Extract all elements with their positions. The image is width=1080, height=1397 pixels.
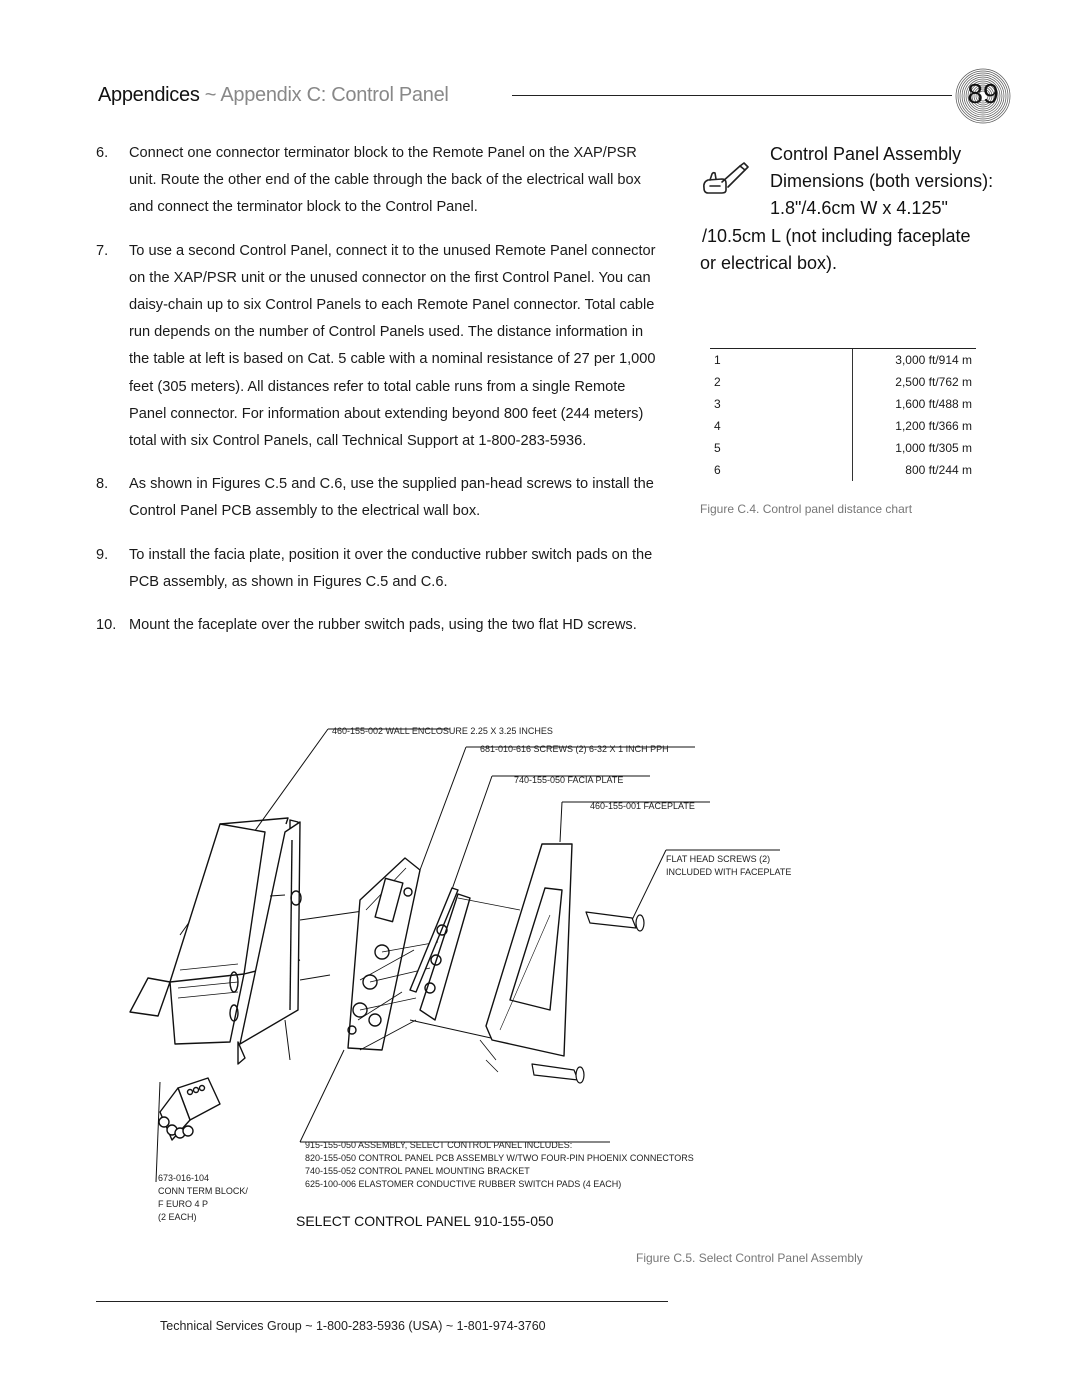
list-item <box>96 471 666 525</box>
step-number: 8. <box>96 476 109 493</box>
figure-title: SELECT CONTROL PANEL 910-155-050 <box>296 1213 554 1229</box>
label-terminal-block-type: F EURO 4 P <box>158 1199 209 1209</box>
header-rule <box>512 95 952 96</box>
terminal-block-connector <box>159 1078 220 1140</box>
page-title: Appendix C: Control Panel <box>220 84 449 106</box>
table-row <box>710 459 976 481</box>
step-text: As shown in Figures C.5 and C.6, use the supplied pan-head screws to install the Control Panel PCB assembly to the electrical wall box. <box>129 476 654 520</box>
list-item <box>96 612 666 639</box>
step-text: To use a second Control Panel, connect it to the unused Remote Panel connector on the XAP/PSR unit or the unused connector on the first Control Panel. You can daisy-chain up to six Control Panels to each Remote Panel connector. Total cable run depends on the number of Control Panels used. The distance information in the table at left is based on Cat. 5 cable with a nominal resistance of 27 per 1,000 feet (305 meters). All distances refer to total cable runs from a single Remote Panel connector. For information about extending beyond 800 feet (244 meters) total with six Control Panels, call Technical Support at 1-800-283-5936. <box>129 242 656 450</box>
list-item <box>96 542 666 596</box>
note-line: 1.8"/4.6cm W x 4.125" <box>770 198 948 218</box>
panel-count-cell: 1 <box>710 349 853 371</box>
label-terminal-block: 673-016-104 <box>158 1173 210 1183</box>
panel-count-cell: 2 <box>710 371 853 393</box>
footer-rule <box>96 1301 668 1302</box>
distance-cell: 800 ft/244 m <box>905 463 972 477</box>
label-facia-plate: 740-155-050 FACIA PLATE <box>514 775 624 785</box>
note-line: or electrical box). <box>700 253 838 273</box>
table-caption: Figure C.4. Control panel distance chart <box>700 502 913 516</box>
label-assembly: 915-155-050 ASSEMBLY, SELECT CONTROL PANEL INCLUDES: <box>305 1140 573 1150</box>
list-item <box>96 140 666 222</box>
panel-count-cell: 3 <box>710 393 853 415</box>
label-screws: 681-010-616 SCREWS (2) 6-32 X 1 INCH PPH <box>480 744 669 754</box>
step-text: Mount the faceplate over the rubber switch pads, using the two flat HD screws. <box>129 617 637 634</box>
note-line: Dimensions (both versions): <box>770 171 994 191</box>
table-row <box>710 437 976 459</box>
table-row <box>710 393 976 415</box>
step-text: Connect one connector terminator block to the Remote Panel on the XAP/PSR unit. Route the other end of the cable through the back of the electrical wall box and connect the terminator block to the Control Panel. <box>129 145 641 216</box>
table-row <box>710 371 976 393</box>
table-row <box>710 415 976 437</box>
step-text: To install the facia plate, position it over the conductive rubber switch pads on the PCB assembly, as shown in Figures C.5 and C.6. <box>129 546 653 590</box>
label-mounting-bracket: 740-155-052 CONTROL PANEL MOUNTING BRACKET <box>305 1166 530 1176</box>
header-separator: ~ <box>204 84 217 106</box>
label-terminal-block-desc: CONN TERM BLOCK/ <box>158 1186 248 1196</box>
footer-contact: Technical Services Group ~ 1-800-283-5936 (USA) ~ 1-801-974-3760 <box>160 1319 546 1333</box>
step-number: 6. <box>96 145 109 161</box>
section-name: Appendices <box>98 84 200 106</box>
figure-caption: Figure C.5. Select Control Panel Assembly <box>636 1251 863 1265</box>
distance-cell: 1,000 ft/305 m <box>895 441 972 455</box>
step-number: 9. <box>96 546 109 563</box>
label-wall-enclosure: 460-155-002 WALL ENCLOSURE 2.25 X 3.25 INCHES <box>332 726 553 736</box>
table-row <box>710 349 976 371</box>
note-pencil-icon <box>700 162 750 196</box>
label-terminal-block-qty: (2 EACH) <box>158 1212 197 1222</box>
page-header <box>98 84 449 107</box>
distance-cell: 2,500 ft/762 m <box>895 375 972 389</box>
label-pcb-assembly: 820-155-050 CONTROL PANEL PCB ASSEMBLY W/TWO FOUR-PIN PHOENIX CONNECTORS <box>305 1153 694 1163</box>
label-flat-head-screws-note: INCLUDED WITH FACEPLATE <box>666 867 792 877</box>
faceplate <box>480 844 572 1072</box>
list-item <box>96 238 666 456</box>
label-switch-pads: 625-100-006 ELASTOMER CONDUCTIVE RUBBER SWITCH PADS (4 EACH) <box>305 1179 622 1189</box>
note-line: Control Panel Assembly <box>770 144 962 164</box>
note-line: /10.5cm L (not including faceplate <box>702 226 971 246</box>
step-number: 10. <box>96 617 117 634</box>
panel-count-cell: 4 <box>710 415 853 437</box>
panel-count-cell: 6 <box>710 459 853 481</box>
panel-count-cell: 5 <box>710 437 853 459</box>
page-number: 89 <box>967 78 999 109</box>
wall-enclosure <box>130 818 370 1064</box>
distance-table <box>710 348 976 481</box>
distance-cell: 3,000 ft/914 m <box>895 353 972 367</box>
label-faceplate: 460-155-001 FACEPLATE <box>590 801 695 811</box>
distance-cell: 1,200 ft/366 m <box>895 419 972 433</box>
instruction-list <box>96 140 666 655</box>
step-number: 7. <box>96 242 109 259</box>
distance-cell: 1,600 ft/488 m <box>895 397 972 411</box>
label-flat-head-screws: FLAT HEAD SCREWS (2) <box>666 854 771 864</box>
